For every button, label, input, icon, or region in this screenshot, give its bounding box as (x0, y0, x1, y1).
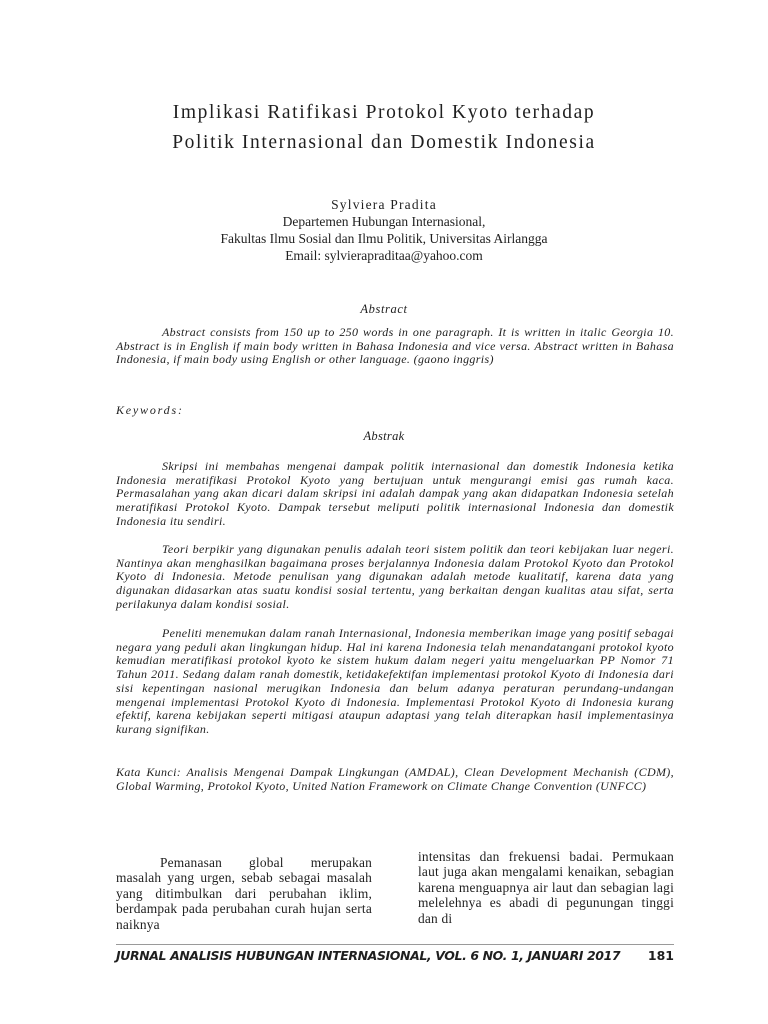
abstrak-paragraph-3: Peneliti menemukan dalam ranah Internasional, Indonesia memberikan image yang positif sebagai negara yang peduli akan lingkungan hidup. Hal ini karena Indonesia telah menandatangani protokol kyoto kemudian meratifikasi protokol kyoto ke sistem hukum dalam negeri yaitu mengeluarkan PP Nomor 71 Tahun 2011. Sedang dalam ranah domestik, ketidakefektifan implementasi protokol Kyoto di Indonesia dari sisi kepentingan nasional merugikan Indonesia dan belum adanya peraturan perundang-undangan mengenai implementasi Protokol Kyoto di Indonesia. Implementasi Protokol Kyoto di Indonesia kurang efektif, karena kebijakan seperti mitigasi ataupun adaptasi yang telah diterapkan hasil implementasinya kurang signifikan. (116, 626, 674, 736)
journal-footer: JURNAL ANALISIS HUBUNGAN INTERNASIONAL, VOL. 6 NO. 1, JANUARI 2017 (116, 948, 621, 963)
author-department: Departemen Hubungan Internasional, (282, 214, 486, 229)
keywords-label: Keywords: (116, 403, 184, 417)
abstrak-paragraph-2: Teori berpikir yang digunakan penulis adalah teori sistem politik dan teori kebijakan luar negeri. Nantinya akan menghasilkan bagaimana proses berjalannya Indonesia dalam Protokol Kyoto dan Protokol Kyoto di Indonesia. Metode penulisan yang digunakan adalah metode kualitatif, karena data yang digunakan didasarkan atas suatu kondisi sosial tertentu, yang berkaitan dengan kualitas atau sifat, serta perilakunya dalam kondisi sosial. (116, 542, 674, 611)
author-faculty: Fakultas Ilmu Sosial dan Ilmu Politik, Universitas Airlangga (220, 231, 548, 246)
paper-title (90, 98, 678, 158)
kata-kunci: Kata Kunci: Analisis Mengenai Dampak Lingkungan (AMDAL), Clean Development Mechanish (CDM), Global Warming, Protokol Kyoto, United Nation Framework on Climate Change Convention (UNFCC) (116, 765, 674, 793)
title-line-2: Politik Internasional dan Domestik Indonesia (172, 132, 596, 153)
body-right-column: intensitas dan frekuensi badai. Permukaan laut juga akan mengalami kenaikan, sebagian karena menguapnya air laut dan sebagian lagi melelehnya es abadi di pegunungan tinggi dan di (418, 849, 674, 926)
page-number: 181 (647, 948, 674, 963)
author-block (120, 196, 648, 264)
abstrak-heading: Abstrak (363, 429, 405, 443)
author-email: Email: sylvierapraditaa@yahoo.com (285, 248, 483, 263)
title-line-1: Implikasi Ratifikasi Protokol Kyoto terhadap (172, 102, 596, 123)
abstract-text: Abstract consists from 150 up to 250 words in one paragraph. It is written in italic Georgia 10. Abstract is in English if main body written in Bahasa Indonesia and vice versa. Abstract written in Bahasa Indonesia, if main body using English or other language. (gaono inggris) (116, 325, 674, 367)
abstrak-paragraph-1: Skripsi ini membahas mengenai dampak politik internasional dan domestik Indonesia ketika Indonesia meratifikasi Protokol Kyoto yang bertujuan untuk mengurangi emisi gas rumah kaca. Permasalahan yang akan dicari dalam skripsi ini adalah dampak yang akan didapatkan Indonesia setelah meratifikasi Protokol Kyoto. Dampak tersebut meliputi politik internasional Indonesia dan domestik Indonesia itu sendiri. (116, 459, 674, 528)
author-name: Sylviera Pradita (331, 197, 437, 212)
abstract-heading: Abstract (360, 302, 408, 316)
footer-divider (116, 944, 674, 945)
body-left-column: Pemanasan global merupakan masalah yang urgen, sebab sebagai masalah yang ditimbulkan dari perubahan iklim, berdampak pada perubahan curah hujan serta naiknya (116, 855, 372, 932)
